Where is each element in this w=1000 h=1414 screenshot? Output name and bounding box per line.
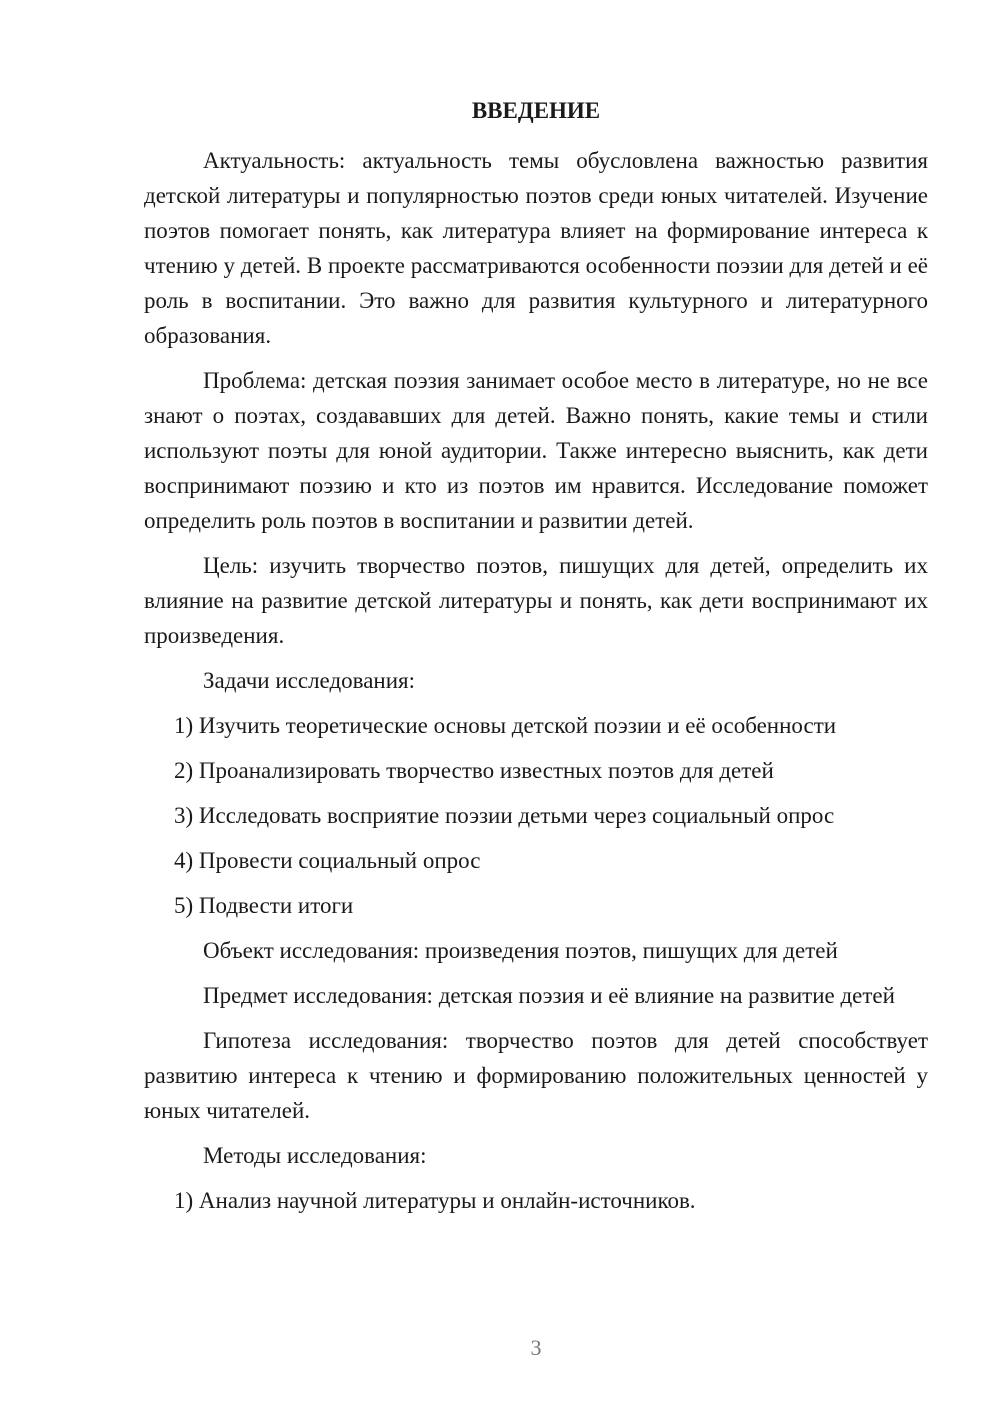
document-body bbox=[144, 143, 928, 1228]
document-page bbox=[144, 0, 928, 1414]
methods-heading: Методы исследования: bbox=[203, 1143, 427, 1168]
task-item: 2) Проанализировать творчество известных поэтов для детей bbox=[174, 758, 774, 783]
method-item: 1) Анализ научной литературы и онлайн-источников. bbox=[174, 1188, 696, 1213]
goal-paragraph: Цель: изучить творчество поэтов, пишущих для детей, определить их влияние на развитие детской литературы и понять, как дети воспринимают их произведения. bbox=[144, 553, 928, 648]
task-item: 5) Подвести итоги bbox=[174, 893, 354, 918]
section-title: ВВЕДЕНИЕ bbox=[471, 98, 601, 123]
page-number: 3 bbox=[530, 1335, 542, 1360]
task-item: 1) Изучить теоретические основы детской поэзии и её особенности bbox=[174, 713, 837, 738]
subject-paragraph: Предмет исследования: детская поэзия и её влияние на развитие детей bbox=[203, 983, 895, 1008]
hypothesis-paragraph: Гипотеза исследования: творчество поэтов для детей способствует развитию интереса к чтению и формированию положительных ценностей у юных читателей. bbox=[144, 1028, 928, 1123]
task-item: 4) Провести социальный опрос bbox=[174, 848, 481, 873]
object-paragraph: Объект исследования: произведения поэтов, пишущих для детей bbox=[203, 938, 838, 963]
tasks-heading: Задачи исследования: bbox=[203, 668, 416, 693]
relevance-paragraph: Актуальность: актуальность темы обусловлена важностью развития детской литературы и популярностью поэтов среди юных читателей. Изучение поэтов помогает понять, как литература влияет на формирование интереса к чтению у детей. В проекте рассматриваются особенности поэзии для детей и её роль в воспитании. Это важно для развития культурного и литературного образования. bbox=[144, 148, 928, 348]
problem-paragraph: Проблема: детская поэзия занимает особое место в литературе, но не все знают о поэтах, создававших для детей. Важно понять, какие темы и стили используют поэты для юной аудитории. Также интересно выяснить, как дети воспринимают поэзию и кто из поэтов им нравится. Исследование поможет определить роль поэтов в воспитании и развитии детей. bbox=[144, 368, 928, 533]
task-item: 3) Исследовать восприятие поэзии детьми через социальный опрос bbox=[174, 803, 835, 828]
